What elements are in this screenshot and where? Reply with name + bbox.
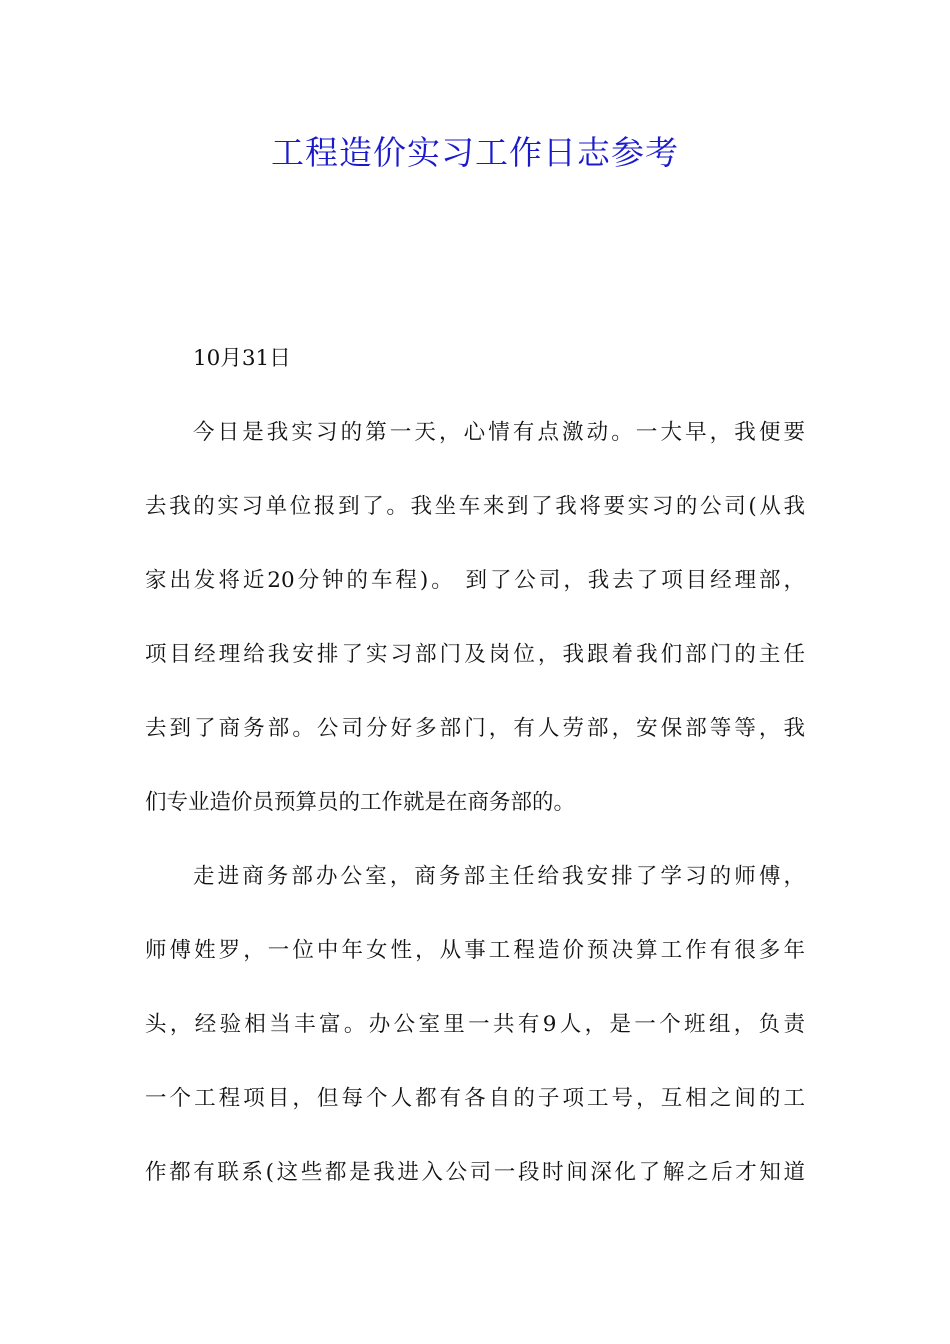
paragraph-line: 项目经理给我安排了实习部门及岗位，我跟着我们部门的主任 bbox=[145, 642, 805, 667]
paragraph-line: 家出发将近20分钟的车程)。 到了公司，我去了项目经理部， bbox=[145, 568, 805, 593]
paragraph-line: 今日是我实习的第一天，心情有点激动。一大早，我便要 bbox=[193, 420, 805, 445]
paragraph-line: 头，经验相当丰富。办公室里一共有9人，是一个班组，负责 bbox=[145, 1012, 805, 1037]
date-line: 10月31日 bbox=[193, 346, 291, 371]
paragraph-line: 去到了商务部。公司分好多部门，有人劳部，安保部等等，我 bbox=[145, 716, 805, 741]
paragraph-line: 走进商务部办公室，商务部主任给我安排了学习的师傅， bbox=[193, 864, 805, 889]
document-body bbox=[145, 337, 805, 1225]
paragraph-line: 们专业造价员预算员的工作就是在商务部的。 bbox=[145, 790, 576, 815]
paragraph-line: 去我的实习单位报到了。我坐车来到了我将要实习的公司(从我 bbox=[145, 494, 805, 519]
paragraph-line: 一个工程项目，但每个人都有各自的子项工号，互相之间的工 bbox=[145, 1086, 805, 1111]
paragraph-line: 师傅姓罗，一位中年女性，从事工程造价预决算工作有很多年 bbox=[145, 938, 805, 963]
document-title: 工程造价实习工作日志参考 bbox=[271, 133, 679, 172]
paragraph-line: 作都有联系(这些都是我进入公司一段时间深化了解之后才知道 bbox=[145, 1160, 805, 1185]
